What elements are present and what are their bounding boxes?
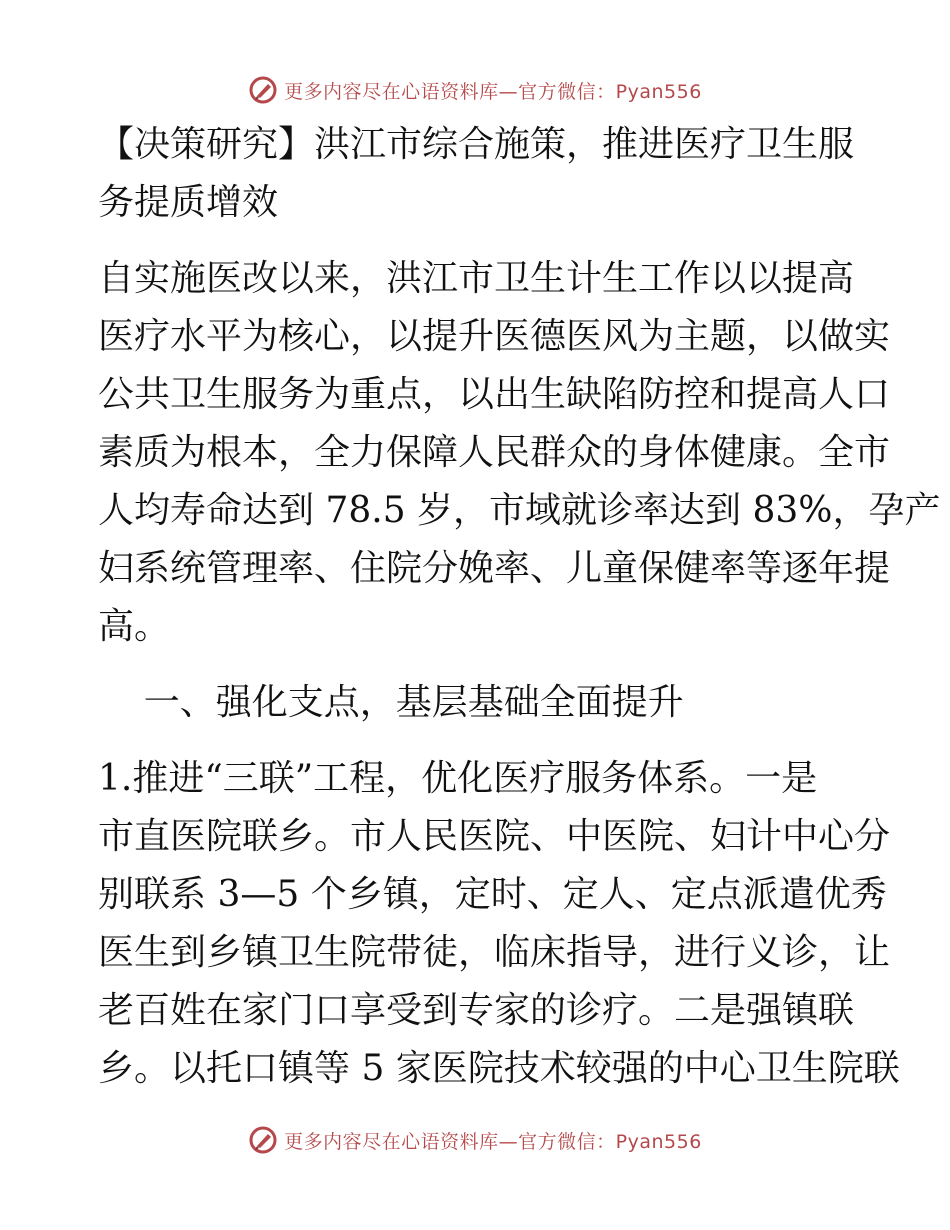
paragraph-line: 医生到乡镇卫生院带徒，临床指导，进行义诊，让 bbox=[98, 932, 891, 973]
title-line: 务提质增效 bbox=[98, 182, 279, 223]
paragraph-line: 素质为根本，全力保障人民群众的身体健康。全市 bbox=[98, 432, 891, 473]
paragraph-line: 公共卫生服务为重点，以出生缺陷防控和提高人口 bbox=[98, 374, 891, 415]
paragraph-line: 高。 bbox=[98, 606, 171, 647]
paragraph-line: 妇系统管理率、住院分娩率、儿童保健率等逐年提 bbox=[98, 548, 891, 589]
footer-banner bbox=[0, 1120, 950, 1160]
pen-seal-icon bbox=[248, 75, 278, 105]
banner-text: 更多内容尽在心语资料库—官方微信：Pyan556 bbox=[284, 80, 702, 103]
paragraph-line: 1.推进“三联”工程，优化医疗服务体系。一是 bbox=[98, 758, 818, 799]
paragraph-line: 乡。以托口镇等 5 家医院技术较强的中心卫生院联 bbox=[98, 1048, 900, 1089]
header-banner bbox=[0, 70, 950, 110]
section-heading: 一、强化支点，基层基础全面提升 bbox=[98, 682, 684, 723]
paragraph-line: 老百姓在家门口享受到专家的诊疗。二是强镇联 bbox=[98, 990, 855, 1031]
document-body bbox=[98, 116, 941, 1098]
paragraph-line: 市直医院联乡。市人民医院、中医院、妇计中心分 bbox=[98, 816, 891, 857]
pen-seal-icon bbox=[248, 1125, 278, 1155]
title-line: 【决策研究】洪江市综合施策，推进医疗卫生服 bbox=[98, 124, 855, 165]
paragraph-line: 自实施医改以来，洪江市卫生计生工作以以提高 bbox=[98, 258, 855, 299]
paragraph-line: 人均寿命达到 78.5 岁，市域就诊率达到 83%，孕产 bbox=[98, 490, 941, 531]
banner-text: 更多内容尽在心语资料库—官方微信：Pyan556 bbox=[284, 1130, 702, 1153]
paragraph-line: 医疗水平为核心，以提升医德医风为主题，以做实 bbox=[98, 316, 891, 357]
paragraph-line: 别联系 3—5 个乡镇，定时、定人、定点派遣优秀 bbox=[98, 874, 887, 915]
